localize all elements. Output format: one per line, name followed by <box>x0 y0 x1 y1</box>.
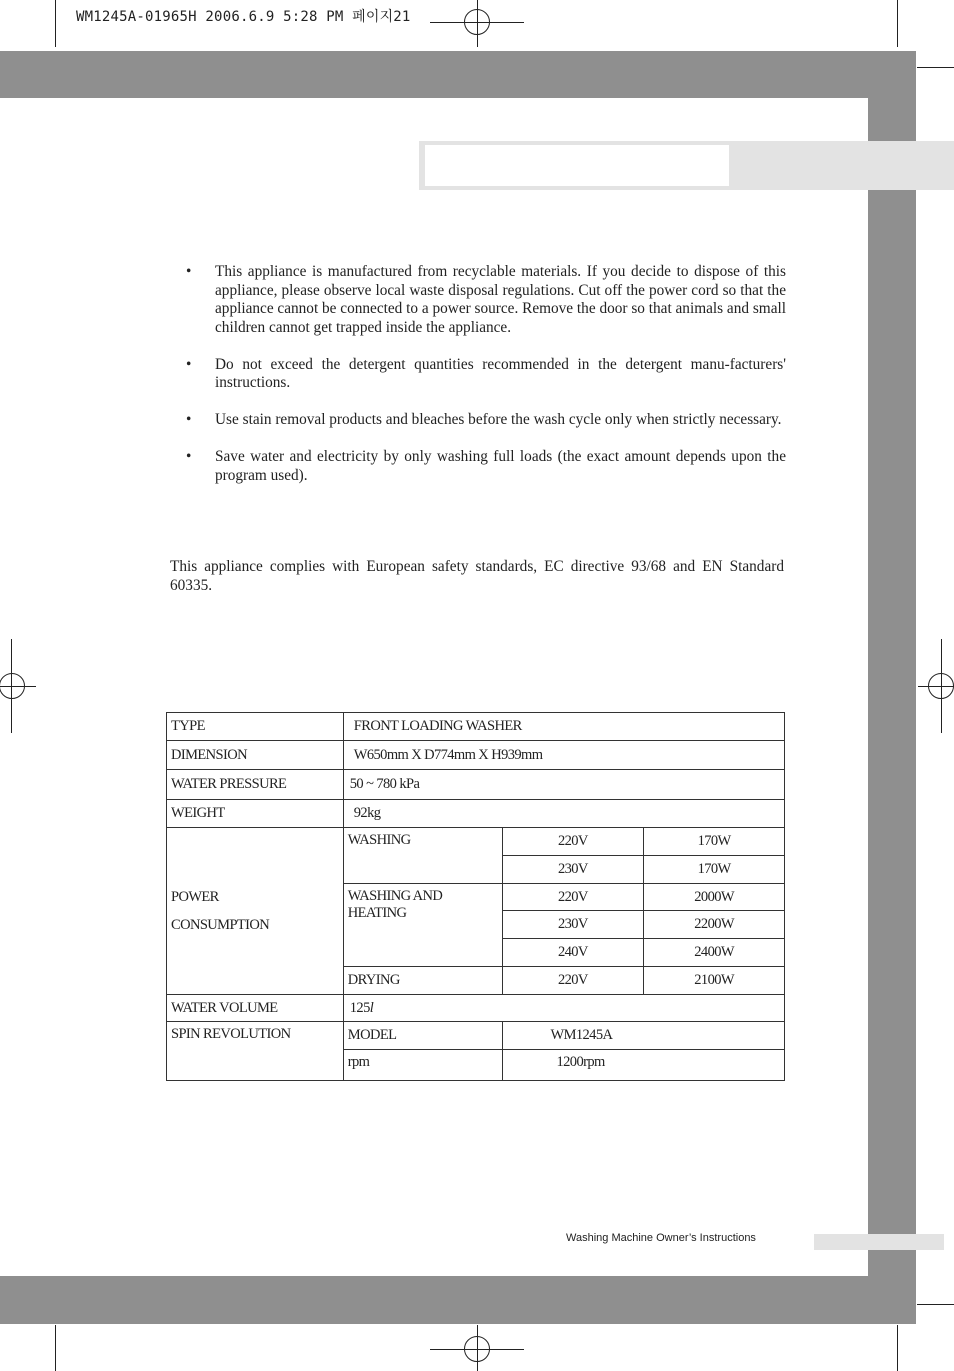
page-number-tab <box>814 1234 944 1250</box>
list-item <box>186 411 786 430</box>
spin-model-label: MODEL <box>343 1022 502 1050</box>
list-item <box>186 263 786 337</box>
bullet-icon: • <box>186 263 192 280</box>
bullet-icon: • <box>186 355 192 373</box>
spin-model-value: WM1245A <box>502 1022 785 1050</box>
specifications-table <box>166 712 785 1081</box>
bottom-band <box>0 1276 916 1324</box>
voltage-cell: 230V <box>502 856 644 884</box>
spin-rpm-label: rpm <box>343 1050 502 1081</box>
crop-mark <box>55 0 56 47</box>
table-row <box>167 770 785 800</box>
power-label-line-1: POWER <box>171 889 219 905</box>
table-row <box>167 800 785 828</box>
mode-label-drying: DRYING <box>343 967 502 995</box>
table-row <box>167 828 785 856</box>
water-volume-number: 125 <box>349 999 370 1016</box>
water-volume-unit: l <box>369 999 374 1016</box>
spec-value-weight: 92kg <box>343 800 784 828</box>
crop-mark <box>55 1325 56 1371</box>
section-header-box <box>425 145 729 186</box>
environment-bullet-list <box>186 263 786 504</box>
spec-label-type: TYPE <box>167 713 344 741</box>
bullet-text: Save water and electricity by only washing full loads (the exact amount depends upon the program used). <box>215 448 786 484</box>
bullet-text: This appliance is manufactured from recyclable materials. If you decide to dispose of this appliance, please observe local waste disposal regulations. Cut off the power cord so that the appliance cannot be connected to a power source. Remove the door so that animals and small children cannot get trapped inside the appliance. <box>215 263 786 336</box>
table-row <box>167 713 785 741</box>
power-label-line-2: CONSUMPTION <box>171 917 270 933</box>
voltage-cell: 220V <box>502 828 644 856</box>
crop-mark <box>897 1325 898 1371</box>
spec-label-weight: WEIGHT <box>167 800 344 828</box>
wattage-cell: 2000W <box>644 884 785 911</box>
wattage-cell: 170W <box>644 856 785 884</box>
wattage-cell: 170W <box>644 828 785 856</box>
bullet-icon: • <box>186 411 192 428</box>
voltage-cell: 220V <box>502 967 644 995</box>
mode-label-washing: WASHING <box>343 828 502 884</box>
bullet-text: Do not exceed the detergent quantities recommended in the detergent manu-facturers' instructions. <box>215 355 786 391</box>
table-row <box>167 1022 785 1050</box>
spec-label-water-volume: WATER VOLUME <box>167 995 344 1022</box>
table-row <box>167 741 785 770</box>
crop-mark <box>897 0 898 47</box>
spec-value-dimension: W650mm X D774mm X H939mm <box>343 741 784 770</box>
list-item <box>186 356 786 393</box>
bullet-text: Use stain removal products and bleaches before the wash cycle only when strictly necessary. <box>215 411 782 428</box>
wattage-cell: 2400W <box>644 939 785 967</box>
spec-label-dimension: DIMENSION <box>167 741 344 770</box>
spec-label-spin-revolution: SPIN REVOLUTION <box>167 1022 344 1081</box>
voltage-cell: 220V <box>502 884 644 911</box>
list-item <box>186 448 786 485</box>
right-band <box>868 51 916 1324</box>
crop-mark <box>917 67 954 68</box>
spec-label-water-pressure: WATER PRESSURE <box>167 770 344 800</box>
compliance-statement: This appliance complies with European safety standards, EC directive 93/68 and EN Standard 60335. <box>170 558 784 594</box>
mode-label-washing-and-heating: WASHING AND HEATING <box>343 884 502 967</box>
spin-rpm-value: 1200rpm <box>502 1050 785 1081</box>
wattage-cell: 2200W <box>644 911 785 939</box>
wattage-cell: 2100W <box>644 967 785 995</box>
bullet-icon: • <box>186 448 192 465</box>
voltage-cell: 230V <box>502 911 644 939</box>
voltage-cell: 240V <box>502 939 644 967</box>
crop-mark <box>917 1304 954 1305</box>
table-row <box>167 995 785 1022</box>
top-band <box>0 51 916 98</box>
spec-value-water-pressure: 50 ~ 780 kPa <box>343 770 784 800</box>
print-slug: WM1245A-01965H 2006.6.9 5:28 PM 페이지21 <box>76 9 411 25</box>
spec-value-water-volume <box>343 995 784 1022</box>
spec-value-type: FRONT LOADING WASHER <box>343 713 784 741</box>
spec-label-power-consumption <box>167 828 344 995</box>
footer-manual-title: Washing Machine Owner’s Instructions <box>566 1232 756 1244</box>
